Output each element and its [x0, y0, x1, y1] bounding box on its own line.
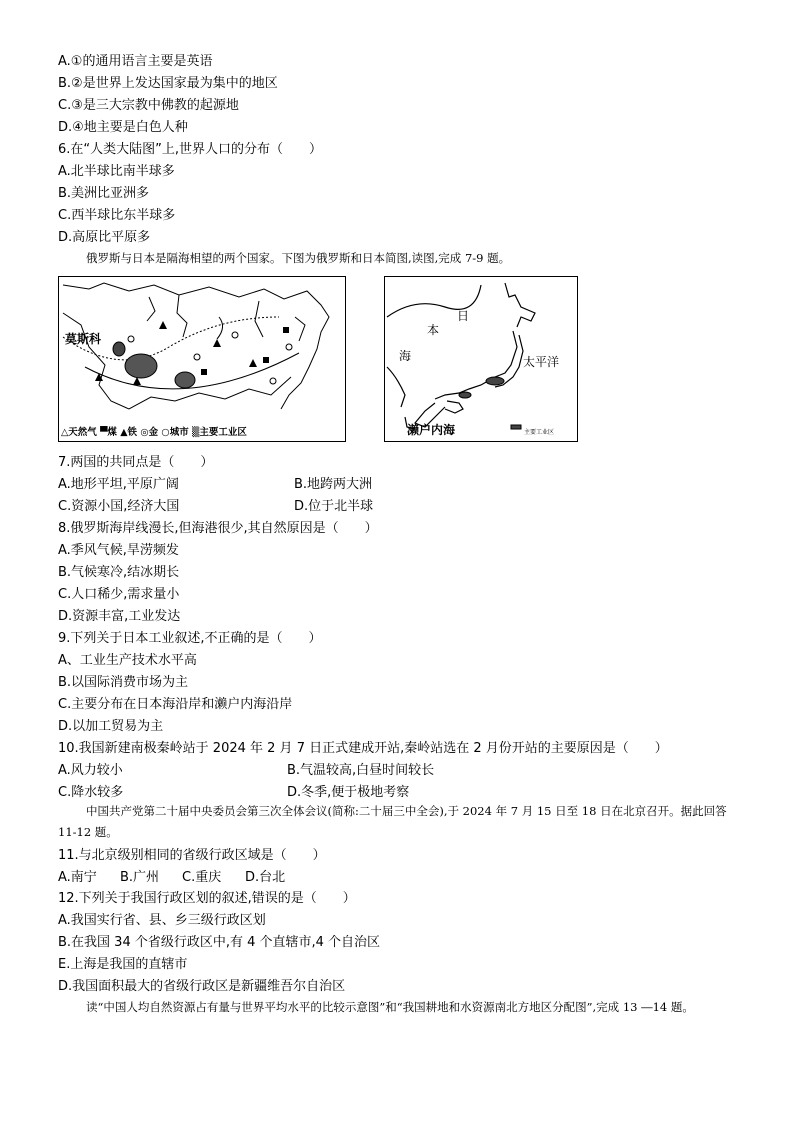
q7-option-c: C.资源小国,经济大国 [58, 499, 180, 514]
q12-stem: 12.下列关于我国行政区划的叙述,错误的是（ ） [58, 891, 356, 906]
q12-option-d: D.我国面积最大的省级行政区是新疆维吾尔自治区 [58, 979, 346, 994]
label-pacific: 太平洋 [523, 355, 560, 369]
q5-option-d: D.④地主要是白色人种 [58, 120, 188, 135]
russia-map [58, 276, 346, 442]
label-moscow: 莫斯科 [65, 332, 102, 346]
q8-option-c: C.人口稀少,需求量小 [58, 587, 180, 602]
q6-option-a: A.北半球比南半球多 [58, 164, 175, 179]
q6-option-b: B.美洲比亚洲多 [58, 186, 150, 201]
q7-stem: 7.两国的共同点是（ ） [58, 455, 214, 470]
q12-option-b: B.在我国 34 个省级行政区中,有 4 个直辖市,4 个自治区 [58, 935, 381, 950]
q7-option-a: A.地形平坦,平原广阔 [58, 477, 179, 492]
label-ri: 日 [457, 309, 470, 323]
label-hai: 海 [399, 349, 412, 363]
q11-option-c: C.重庆 [182, 870, 222, 885]
q6-option-d: D.高原比平原多 [58, 230, 151, 245]
q9-stem: 9.下列关于日本工业叙述,不正确的是（ ） [58, 631, 322, 646]
q6-stem: 6.在“人类大陆图”上,世界人口的分布（ ） [58, 142, 323, 157]
label-seto: 濑户内海 [407, 423, 456, 437]
q8-option-b: B.气候寒冷,结冰期长 [58, 565, 180, 580]
q5-option-c: C.③是三大宗教中佛教的起源地 [58, 98, 239, 113]
japan-map [384, 276, 578, 442]
q10-option-a: A.风力较小 [58, 763, 123, 778]
russia-map-drawing [59, 277, 345, 427]
japan-map-legend: 主要工业区 [524, 429, 555, 436]
q9-option-b: B.以国际消费市场为主 [58, 675, 189, 690]
q11-option-d: D.台北 [245, 870, 286, 885]
q9-option-d: D.以加工贸易为主 [58, 719, 164, 734]
q5-option-a: A.①的通用语言主要是英语 [58, 54, 213, 69]
q11-option-a: A.南宁 [58, 870, 97, 885]
q10-option-d: D.冬季,便于极地考察 [287, 785, 410, 800]
q8-stem: 8.俄罗斯海岸线漫长,但海港很少,其自然原因是（ ） [58, 521, 378, 536]
intro-13-14 [58, 997, 748, 1018]
q12-option-e: E.上海是我国的直辖市 [58, 957, 188, 972]
q7-option-d: D.位于北半球 [294, 499, 374, 514]
q7-option-b: B.地跨两大洲 [294, 477, 373, 492]
q5-option-b: B.②是世界上发达国家最为集中的地区 [58, 76, 278, 91]
q10-stem: 10.我国新建南极秦岭站于 2024 年 2 月 7 日正式建成开站,秦岭站选在 2 月份开站的主要原因是（ ） [58, 741, 668, 756]
q9-option-c: C.主要分布在日本海沿岸和濑户内海沿岸 [58, 697, 293, 712]
intro-11-12-text: 中国共产党第二十届中央委员会第三次全体会议(简称:二十届三中全会),于 2024 年 7 月 15 日至 18 日在北京召开。据此回答 11-12 题。 [58, 804, 727, 839]
label-ben: 本 [427, 323, 440, 337]
q10-option-c: C.降水较多 [58, 785, 124, 800]
intro-7-9 [58, 248, 748, 269]
q9-option-a: A、工业生产技术水平高 [58, 653, 197, 668]
q11-option-b: B.广州 [120, 870, 160, 885]
q12-option-a: A.我国实行省、县、乡三级行政区划 [58, 913, 266, 928]
q11-stem: 11.与北京级别相同的省级行政区域是（ ） [58, 848, 326, 863]
intro-7-9-text: 俄罗斯与日本是隔海相望的两个国家。下图为俄罗斯和日本简图,读图,完成 7-9 题。 [86, 251, 511, 265]
q6-option-c: C.西半球比东半球多 [58, 208, 176, 223]
q10-option-b: B.气温较高,白昼时间较长 [287, 763, 435, 778]
intro-13-14-text: 读“中国人均自然资源占有量与世界平均水平的比较示意图”和“我国耕地和水资源南北方地区分配图”,完成 13 ―14 题。 [86, 1000, 694, 1014]
q8-option-d: D.资源丰富,工业发达 [58, 609, 181, 624]
q8-option-a: A.季风气候,旱涝频发 [58, 543, 179, 558]
intro-11-12 [58, 801, 748, 843]
russia-map-legend: △天然气 ▀煤 ▲铁 ◎金 ○城市 ▒主要工业区 [61, 427, 247, 438]
